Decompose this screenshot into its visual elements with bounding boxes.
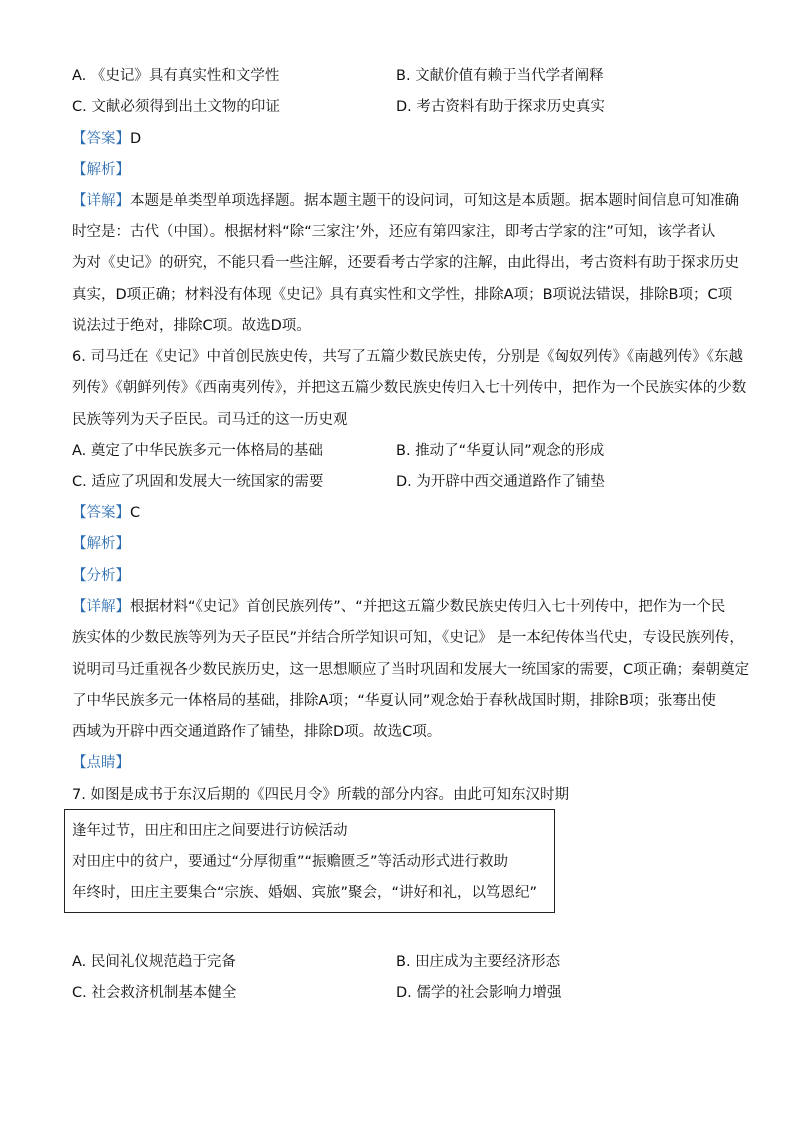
answer-value: C	[130, 505, 141, 521]
q7-option-b: B. 田庄成为主要经济形态	[396, 954, 561, 970]
detail-text: 根据材料“《史记》首创民族列传”、“并把这五篇少数民族史传归入七十列传中，把作为一个民	[130, 599, 726, 615]
q6-analysis-label	[72, 534, 732, 554]
q5-answer	[72, 129, 732, 149]
q7-option-a: A. 民间礼仪规范趋于完备	[72, 954, 236, 970]
q6-detail-line: 西域为开辟中西交通道路作了铺垫，排除D项。故选C项。	[72, 724, 442, 740]
answer-value: D	[130, 131, 142, 147]
q5-detail-line: 为对《史记》的研究，不能只看一些注解，还要看考古学家的注解，由此得出，考古资料有助于探求历史	[72, 255, 739, 271]
q6-detail-line	[72, 597, 732, 617]
q7-option-c: C. 社会救济机制基本健全	[72, 985, 237, 1001]
q6-dianjing-label	[72, 753, 732, 773]
q5-detail-line: 时空是：古代（中国）。根据材料“除“三家注’外，还应有第四家注，即考古学家的注”可知，该学者认	[72, 224, 716, 240]
q7-material-line: 对田庄中的贫户，要通过“分厚彻重”“振赡匮乏”等活动形式进行救助	[72, 854, 509, 870]
q5-analysis-label	[72, 160, 732, 180]
fenxi-label: 【分析】	[72, 568, 130, 584]
dianjing-label: 【点睛】	[72, 755, 130, 771]
q5-option-c: C. 文献必须得到出土文物的印证	[72, 99, 280, 115]
q7-material-box	[64, 809, 555, 913]
q6-stem-line: 民族等列为天子臣民。司马迁的这一历史观	[72, 412, 348, 428]
q6-option-d: D. 为开辟中西交通道路作了铺垫	[396, 474, 605, 490]
detail-label: 【详解】	[72, 193, 130, 209]
answer-label: 【答案】	[72, 505, 130, 521]
q5-detail-line	[72, 191, 739, 211]
q6-option-a: A. 奠定了中华民族多元一体格局的基础	[72, 443, 323, 459]
q6-answer	[72, 503, 732, 523]
q7-option-d: D. 儒学的社会影响力增强	[396, 985, 562, 1001]
q5-detail-line: 真实，D项正确；材料没有体现《史记》具有真实性和文学性，排除A项；B项说法错误，排除B项；C项	[72, 287, 733, 303]
q6-detail-line: 说明司马迁重视各少数民族历史，这一思想顺应了当时巩固和发展大一统国家的需要，C项正确；秦朝奠定	[72, 662, 750, 678]
q7-stem: 7. 如图是成书于东汉后期的《四民月令》所载的部分内容。由此可知东汉时期	[72, 787, 569, 803]
q6-detail-line: 族实体的少数民族等列为天子臣民”并结合所学知识可知，《史记》 是一本纪传体当代史，专设民族列传，	[72, 630, 744, 646]
detail-text: 本题是单类型单项选择题。据本题主题干的设问词，可知这是本质题。据本题时间信息可知准确	[130, 193, 739, 209]
q7-material-line: 逢年过节，田庄和田庄之间要进行访候活动	[72, 823, 348, 839]
q5-option-b: B. 文献价值有赖于当代学者阐释	[396, 68, 604, 84]
q6-detail-line: 了中华民族多元一体格局的基础，排除A项；“华夏认同”观念始于春秋战国时期，排除B项；张骞出使	[72, 693, 716, 709]
q6-option-c: C. 适应了巩固和发展大一统国家的需要	[72, 474, 324, 490]
detail-label: 【详解】	[72, 599, 130, 615]
q7-material-line: 年终时，田庄主要集合“宗族、婚姻、宾旅”聚会，“讲好和礼，以笃恩纪”	[72, 885, 538, 901]
analysis-label: 【解析】	[72, 162, 130, 178]
q6-stem-line: 6. 司马迁在《史记》中首创民族史传，共写了五篇少数民族史传，分别是《匈奴列传》《南越列传》《东越	[72, 349, 743, 365]
analysis-label: 【解析】	[72, 536, 130, 552]
q6-option-b: B. 推动了“华夏认同”观念的形成	[396, 443, 605, 459]
q5-option-a: A. 《史记》具有真实性和文学性	[72, 68, 280, 84]
q5-option-d: D. 考古资料有助于探求历史真实	[396, 99, 605, 115]
q6-fenxi-label	[72, 566, 732, 586]
q5-detail-line: 说法过于绝对，排除C项。故选D项。	[72, 318, 311, 334]
answer-label: 【答案】	[72, 131, 130, 147]
q6-stem-line: 列传》《朝鲜列传》《西南夷列传》，并把这五篇少数民族史传归入七十列传中，把作为一个民族实体的少数	[72, 380, 747, 396]
